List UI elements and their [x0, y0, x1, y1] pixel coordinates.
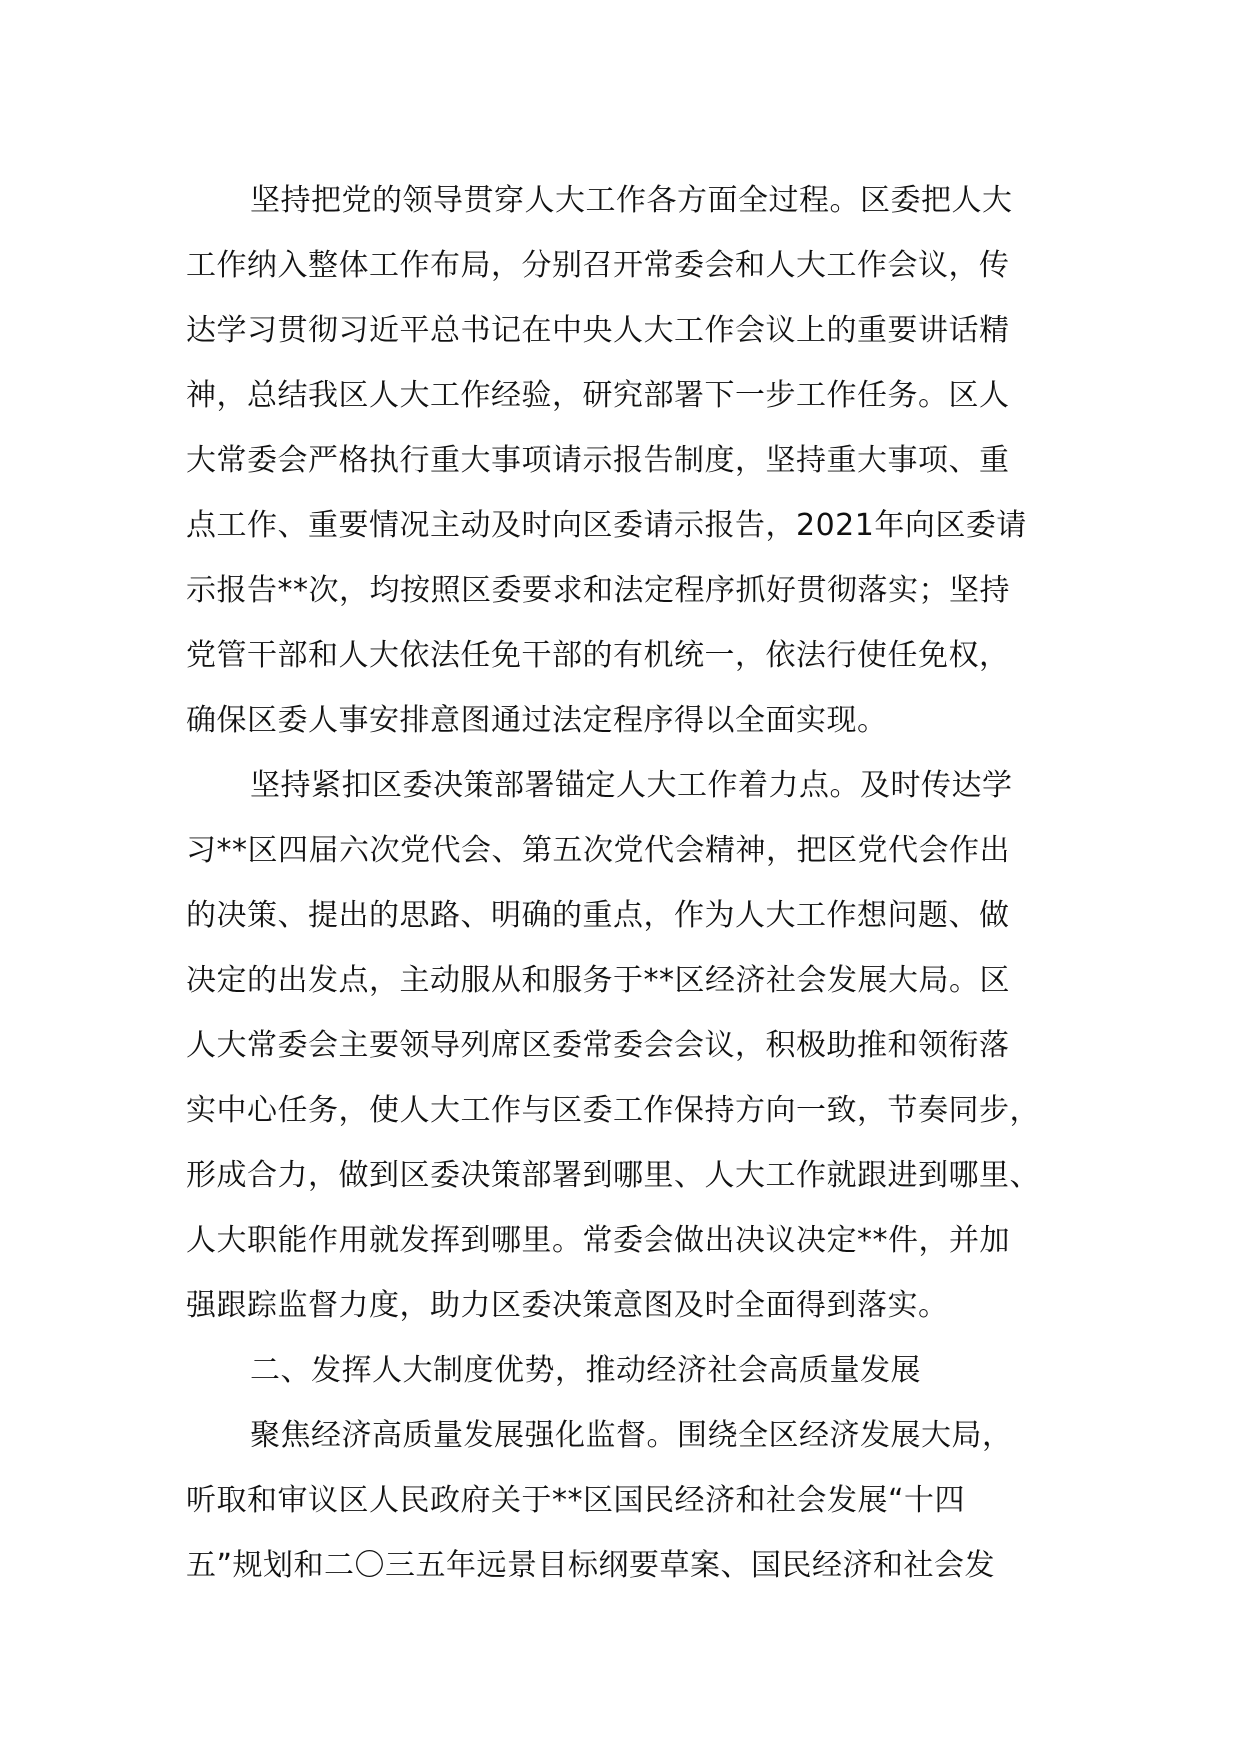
text-line: 党管干部和人大依法任免干部的有机统一，依法行使任免权，: [186, 638, 1010, 673]
text-line: 听取和审议区人民政府关于**区国民经济和社会发展“十四: [186, 1483, 966, 1518]
text-line: 五”规划和二〇三五年远景目标纲要草案、国民经济和社会发: [186, 1548, 996, 1583]
section-heading: 二、发挥人大制度优势，推动经济社会高质量发展: [250, 1353, 921, 1388]
text-line: 确保区委人事安排意图通过法定程序得以全面实现。: [186, 703, 888, 738]
text-line: 大常委会严格执行重大事项请示报告制度，坚持重大事项、重: [186, 443, 1010, 478]
text-line: 聚焦经济高质量发展强化监督。围绕全区经济发展大局，: [250, 1418, 1013, 1453]
text-line: 工作纳入整体工作布局，分别召开常委会和人大工作会议，传: [186, 248, 1010, 283]
text-line: 强跟踪监督力度，助力区委决策意图及时全面得到落实。: [186, 1288, 949, 1323]
text-line: 的决策、提出的思路、明确的重点，作为人大工作想问题、做: [186, 898, 1010, 933]
text-line: 决定的出发点，主动服从和服务于**区经济社会发展大局。区: [186, 963, 1010, 998]
text-line: 坚持紧扣区委决策部署锚定人大工作着力点。及时传达学: [250, 768, 1013, 803]
text-line: 人大常委会主要领导列席区委常委会会议，积极助推和领衔落: [186, 1028, 1010, 1063]
document-body: [186, 168, 1086, 1598]
text-line: 习**区四届六次党代会、第五次党代会精神，把区党代会作出: [186, 833, 1010, 868]
text-line: 人大职能作用就发挥到哪里。常委会做出决议决定**件，并加: [186, 1223, 1010, 1258]
text-line: 达学习贯彻习近平总书记在中央人大工作会议上的重要讲话精: [186, 313, 1010, 348]
text-line: 神，总结我区人大工作经验，研究部署下一步工作任务。区人: [186, 378, 1010, 413]
text-line: 点工作、重要情况主动及时向区委请示报告，2021年向区委请: [186, 508, 1027, 543]
text-line: 示报告**次，均按照区委要求和法定程序抓好贯彻落实；坚持: [186, 573, 1010, 608]
text-line: 形成合力，做到区委决策部署到哪里、人大工作就跟进到哪里、: [186, 1158, 1040, 1193]
text-line: 坚持把党的领导贯穿人大工作各方面全过程。区委把人大: [250, 183, 1013, 218]
text-line: 实中心任务，使人大工作与区委工作保持方向一致，节奏同步，: [186, 1093, 1040, 1128]
